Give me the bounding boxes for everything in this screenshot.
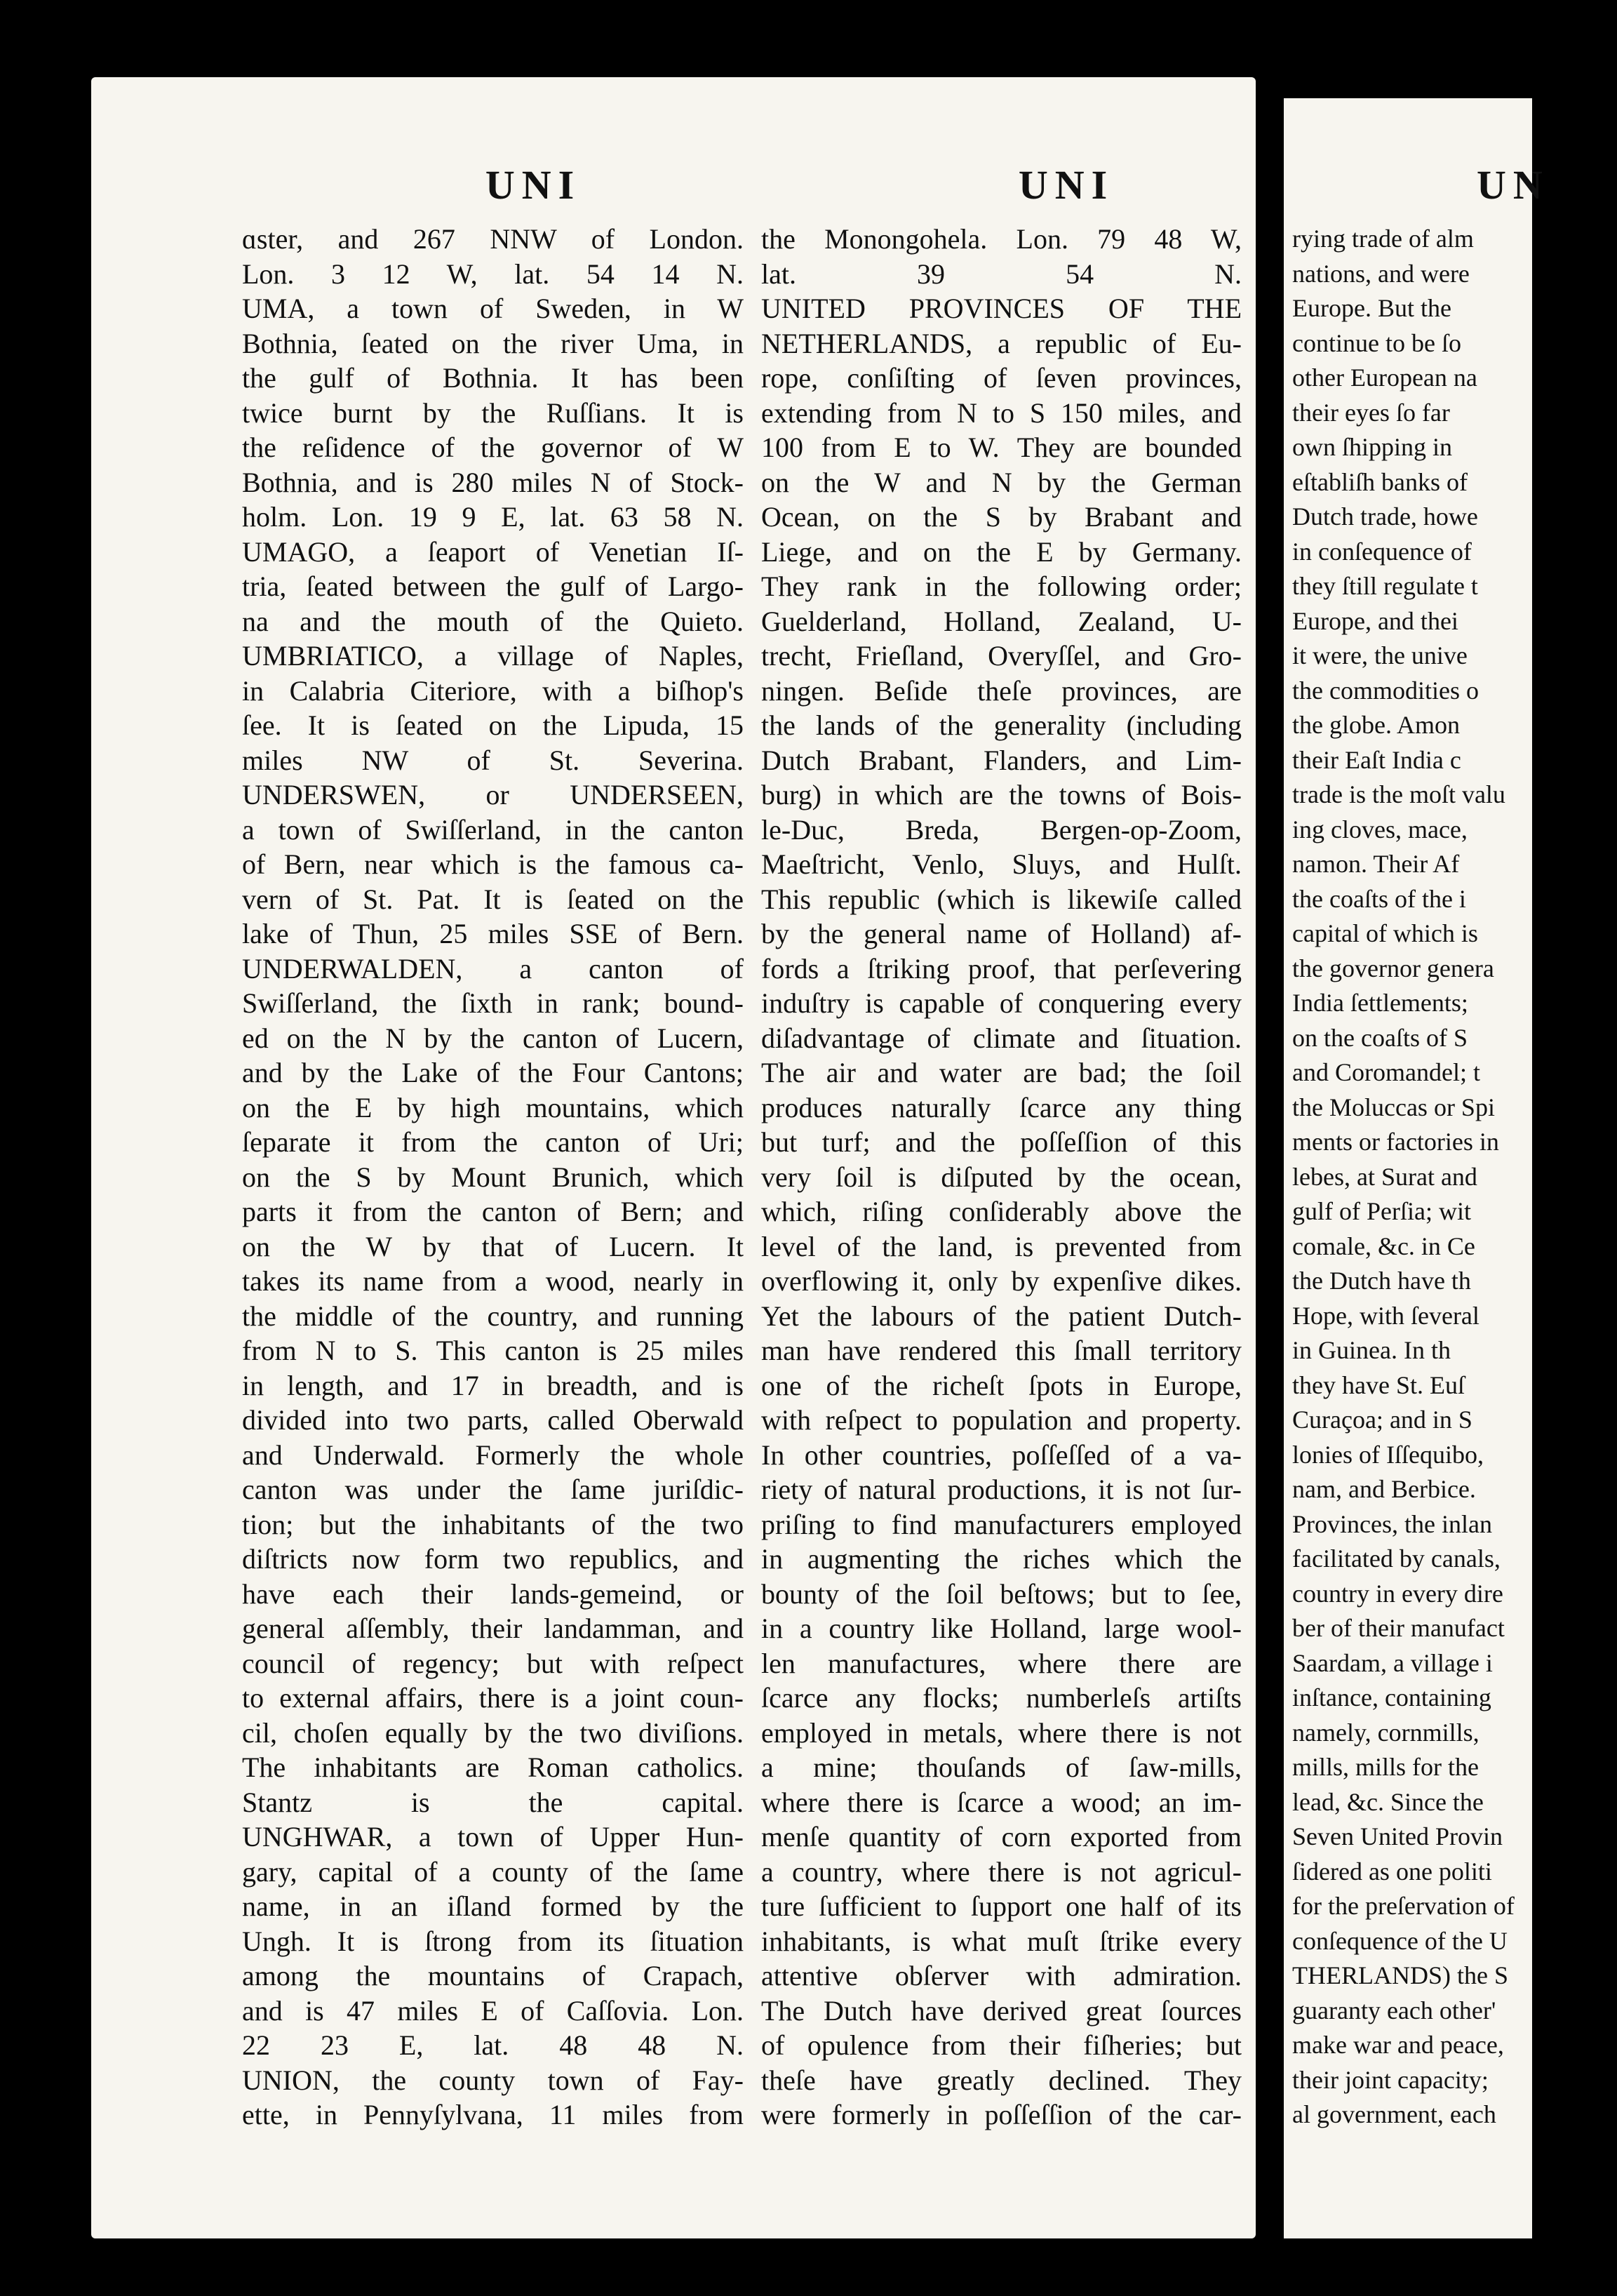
text-line: the commodities o — [1292, 676, 1479, 705]
text-line: divided into two parts, called Oberwald — [242, 1404, 744, 1436]
text-line: own ſhipping in — [1292, 433, 1453, 461]
text-line: the Monongohela. Lon. 79 48 W, — [761, 223, 1242, 255]
text-line: ber of their manufact — [1292, 1614, 1505, 1642]
text-line: Hope, with ſeveral — [1292, 1301, 1480, 1330]
text-line: inſtance, containing — [1292, 1683, 1491, 1711]
text-line: mills, mills for the — [1292, 1753, 1479, 1781]
text-line: ture ſufficient to ſupport one half of its — [761, 1890, 1242, 1922]
running-head-right: UN — [1477, 162, 1550, 208]
text-line: their eyes ſo far — [1292, 398, 1450, 427]
text-line: diſtricts now form two republics, and — [242, 1543, 744, 1575]
text-line: lat. 39 54 N. — [761, 258, 1242, 290]
text-line: in length, and 17 in breadth, and is — [242, 1369, 744, 1401]
text-line: one of the richeſt ſpots in Europe, — [761, 1369, 1242, 1401]
text-line: Yet the labours of the patient Dutch- — [761, 1300, 1242, 1332]
text-line: priſing to find manufacturers employed — [761, 1508, 1242, 1540]
text-line: parts it from the canton of Bern; and — [242, 1196, 744, 1227]
text-line: and Underwald. Formerly the whole — [242, 1439, 744, 1471]
text-line: they have St. Euſ — [1292, 1370, 1465, 1399]
text-line: namely, cornmills, — [1292, 1718, 1480, 1747]
text-line: but turf; and the poſſeſſion of this — [761, 1126, 1242, 1158]
text-line: continue to be ſo — [1292, 328, 1461, 357]
text-line: gary, capital of a county of the ſame — [242, 1855, 744, 1888]
text-line: rope, conſiſting of ſeven provinces, — [761, 362, 1242, 394]
text-line: of Bern, near which is the famous ca- — [242, 848, 744, 880]
text-line: Seven United Provin — [1292, 1822, 1503, 1850]
text-line: ningen. Beſide theſe provinces, are — [761, 674, 1242, 707]
text-line: lebes, at Surat and — [1292, 1162, 1477, 1191]
text-line: guaranty each other' — [1292, 1996, 1496, 2024]
text-line: the reſidence of the governor of W — [242, 432, 744, 463]
text-line: namon. Their Af — [1292, 850, 1460, 878]
text-line: UMAGO, a ſeaport of Venetian Iſ- — [242, 535, 744, 568]
text-line: the Dutch have th — [1292, 1267, 1471, 1295]
text-line: inhabitants, is what muſt ſtrike every — [761, 1925, 1242, 1957]
text-line: they ſtill regulate t — [1292, 572, 1478, 600]
text-line: Europe, and thei — [1292, 606, 1458, 635]
text-line: in conſequence of — [1292, 537, 1472, 566]
text-line: al government, each — [1292, 2100, 1496, 2128]
text-line: in augmenting the riches which the — [761, 1543, 1242, 1575]
running-head-left: UNI — [485, 162, 582, 208]
text-line: theſe have greatly declined. They — [761, 2064, 1242, 2096]
text-line: general aſſembly, their landamman, and — [242, 1613, 744, 1644]
text-line: THERLANDS) the S — [1292, 1961, 1508, 1989]
text-line: their Eaſt India c — [1292, 745, 1461, 774]
text-line: country in every dire — [1292, 1579, 1503, 1608]
text-line: and is 47 miles E of Caſſovia. Lon. — [242, 1994, 744, 2027]
text-line: trecht, Frieſland, Overyſſel, and Gro- — [761, 640, 1242, 672]
text-line: miles NW of St. Severina. — [242, 744, 744, 776]
text-line: rying trade of alm — [1292, 225, 1474, 253]
text-line: extending from N to S 150 miles, and — [761, 396, 1242, 429]
text-line: where there is ſcarce a wood; an im- — [761, 1786, 1242, 1818]
text-line: Ocean, on the S by Brabant and — [761, 501, 1242, 533]
text-line: UMA, a town of Sweden, in W — [242, 293, 744, 324]
text-line: a country, where there is not agricul- — [761, 1855, 1242, 1888]
text-line: which, riſing conſiderably above the — [761, 1196, 1242, 1227]
text-line: ɑster, and 267 NNW of London. — [242, 223, 744, 255]
text-line: on the coaſts of S — [1292, 1023, 1468, 1052]
text-line: on the E by high mountains, which — [242, 1091, 744, 1123]
middle-text-column — [761, 222, 1242, 2133]
text-line: attentive obſerver with admiration. — [761, 1960, 1242, 1991]
text-line: tria, ſeated between the gulf of Largo- — [242, 570, 744, 602]
text-line: man have rendered this ſmall territory — [761, 1335, 1242, 1366]
text-line: trade is the moſt valu — [1292, 780, 1505, 808]
text-line: and Coromandel; t — [1292, 1058, 1480, 1086]
text-line: holm. Lon. 19 9 E, lat. 63 58 N. — [242, 501, 744, 533]
text-line: ing cloves, mace, — [1292, 815, 1468, 843]
text-line: by the general name of Holland) af- — [761, 918, 1242, 949]
text-line: len manufactures, where there are — [761, 1647, 1242, 1679]
text-line: lead, &c. Since the — [1292, 1787, 1484, 1816]
text-line: 100 from E to W. They are bounded — [761, 432, 1242, 463]
text-line: Europe. But the — [1292, 294, 1451, 322]
text-line: This republic (which is likewiſe called — [761, 883, 1242, 915]
text-line: The Dutch have derived great ſources — [761, 1994, 1242, 2027]
text-line: Liege, and on the E by Germany. — [761, 535, 1242, 568]
text-line: overflowing it, only by expenſive dikes. — [761, 1265, 1242, 1297]
text-line: Stantz is the capital. — [242, 1786, 744, 1818]
text-line: ſidered as one politi — [1292, 1857, 1492, 1885]
text-line: conſequence of the U — [1292, 1926, 1508, 1955]
text-line: UNION, the county town of Fay- — [242, 2064, 744, 2096]
text-line: the governor genera — [1292, 954, 1494, 982]
left-text-column — [242, 222, 744, 2133]
text-line: vern of St. Pat. It is ſeated on the — [242, 883, 744, 915]
text-line: diſadvantage of climate and ſituation. — [761, 1022, 1242, 1054]
text-line: UNGHWAR, a town of Upper Hun- — [242, 1821, 744, 1853]
text-line: nam, and Berbice. — [1292, 1475, 1476, 1503]
text-line: very ſoil is diſputed by the ocean, — [761, 1161, 1242, 1193]
text-line: Swiſſerland, the ſixth in rank; bound- — [242, 987, 744, 1019]
text-line: eſtabliſh banks of — [1292, 467, 1468, 496]
text-line: Dutch Brabant, Flanders, and Lim- — [761, 744, 1242, 776]
text-line: NETHERLANDS, a republic of Eu- — [761, 327, 1242, 359]
text-line: tion; but the inhabitants of the two — [242, 1508, 744, 1540]
text-line: among the mountains of Crapach, — [242, 1960, 744, 1991]
text-line: cil, choſen equally by the two diviſions. — [242, 1716, 744, 1749]
text-line: the middle of the country, and running — [242, 1300, 744, 1332]
text-line: have each their lands-gemeind, or — [242, 1577, 744, 1610]
text-line: induſtry is capable of conquering every — [761, 987, 1242, 1019]
text-line: the lands of the generality (including — [761, 709, 1242, 741]
text-line: Dutch trade, howe — [1292, 502, 1478, 530]
text-line: India ſettlements; — [1292, 989, 1468, 1017]
text-line: capital of which is — [1292, 919, 1478, 947]
text-line: lonies of Iſſequibo, — [1292, 1440, 1484, 1469]
text-line: Bothnia, ſeated on the river Uma, in — [242, 327, 744, 359]
text-line: ed on the N by the canton of Lucern, — [242, 1022, 744, 1054]
right-text-column — [1292, 222, 1524, 2133]
text-line: the Moluccas or Spi — [1292, 1093, 1495, 1121]
text-line: burg) in which are the towns of Bois- — [761, 779, 1242, 810]
text-line: from N to S. This canton is 25 miles — [242, 1335, 744, 1366]
text-line: bounty of the ſoil beſtows; but to ſee, — [761, 1577, 1242, 1610]
text-line: in a country like Holland, large wool- — [761, 1613, 1242, 1644]
text-line: In other countries, poſſeſſed of a va- — [761, 1439, 1242, 1471]
text-line: name, in an iſland formed by the — [242, 1890, 744, 1922]
text-line: the gulf of Bothnia. It has been — [242, 362, 744, 394]
text-line: takes its name from a wood, nearly in — [242, 1265, 744, 1297]
text-line: council of regency; but with reſpect — [242, 1647, 744, 1679]
text-line: a town of Swiſſerland, in the canton — [242, 813, 744, 846]
text-line: and by the Lake of the Four Cantons; — [242, 1057, 744, 1088]
text-line: a mine; thouſands of ſaw-mills, — [761, 1751, 1242, 1783]
text-line: Bothnia, and is 280 miles N of Stock- — [242, 466, 744, 498]
text-line: the globe. Amon — [1292, 711, 1460, 739]
text-line: They rank in the following order; — [761, 570, 1242, 602]
text-line: The inhabitants are Roman catholics. — [242, 1751, 744, 1783]
text-line: na and the mouth of the Quieto. — [242, 605, 744, 637]
text-line: with reſpect to population and property. — [761, 1404, 1242, 1436]
text-line: ſcarce any flocks; numberleſs artiſts — [761, 1682, 1242, 1714]
text-line: fords a ſtriking proof, that perſevering — [761, 952, 1242, 985]
text-line: UNDERWALDEN, a canton of — [242, 952, 744, 985]
text-line: their joint capacity; — [1292, 2065, 1489, 2094]
text-line: it were, the unive — [1292, 641, 1468, 669]
text-line: Guelderland, Holland, Zealand, U- — [761, 605, 1242, 637]
running-head-middle: UNI — [1018, 162, 1115, 208]
text-line: other European na — [1292, 363, 1477, 392]
text-line: UNITED PROVINCES OF THE — [761, 293, 1242, 324]
text-line: lake of Thun, 25 miles SSE of Bern. — [242, 918, 744, 949]
text-line: on the S by Mount Brunich, which — [242, 1161, 744, 1193]
text-line: on the W and N by the German — [761, 466, 1242, 498]
text-line: UMBRIATICO, a village of Naples, — [242, 640, 744, 672]
text-line: the coaſts of the i — [1292, 884, 1466, 913]
text-line: Maeſtricht, Venlo, Sluys, and Hulſt. — [761, 848, 1242, 880]
text-line: level of the land, is prevented from — [761, 1230, 1242, 1262]
text-line: make war and peace, — [1292, 2031, 1504, 2059]
text-line: The air and water are bad; the ſoil — [761, 1057, 1242, 1088]
text-line: le-Duc, Breda, Bergen-op-Zoom, — [761, 813, 1242, 846]
text-line: ſee. It is ſeated on the Lipuda, 15 — [242, 709, 744, 741]
text-line: employed in metals, where there is not — [761, 1716, 1242, 1749]
text-line: to external affairs, there is a joint coun- — [242, 1682, 744, 1714]
text-line: for the preſervation of — [1292, 1892, 1515, 1920]
text-line: Lon. 3 12 W, lat. 54 14 N. — [242, 258, 744, 290]
text-line: produces naturally ſcarce any thing — [761, 1091, 1242, 1123]
text-line: UNDERSWEN, or UNDERSEEN, — [242, 779, 744, 810]
text-line: facilitated by canals, — [1292, 1544, 1501, 1573]
text-line: ſeparate it from the canton of Uri; — [242, 1126, 744, 1158]
text-line: ette, in Pennyſylvana, 11 miles from — [242, 2099, 744, 2130]
text-line: Ungh. It is ſtrong from its ſituation — [242, 1925, 744, 1957]
text-line: 22 23 E, lat. 48 48 N. — [242, 2029, 744, 2061]
text-line: were formerly in poſſeſſion of the car- — [761, 2099, 1242, 2130]
text-line: menſe quantity of corn exported from — [761, 1821, 1242, 1853]
text-line: Provinces, the inlan — [1292, 1509, 1492, 1538]
text-line: riety of natural productions, it is not ſur- — [761, 1474, 1242, 1505]
text-line: of opulence from their fiſheries; but — [761, 2029, 1242, 2061]
text-line: nations, and were — [1292, 259, 1470, 288]
text-line: in Guinea. In th — [1292, 1336, 1451, 1364]
book-gutter — [1256, 63, 1284, 2295]
text-line: in Calabria Citeriore, with a biſhop's — [242, 674, 744, 707]
text-line: canton was under the ſame juriſdic- — [242, 1474, 744, 1505]
text-line: Saardam, a village i — [1292, 1648, 1493, 1677]
text-line: comale, &c. in Ce — [1292, 1232, 1475, 1260]
text-line: twice burnt by the Ruſſians. It is — [242, 396, 744, 429]
text-line: gulf of Perſia; wit — [1292, 1197, 1471, 1225]
text-line: ments or factories in — [1292, 1128, 1499, 1156]
text-line: on the W by that of Lucern. It — [242, 1230, 744, 1262]
text-line: Curaçoa; and in S — [1292, 1406, 1472, 1434]
